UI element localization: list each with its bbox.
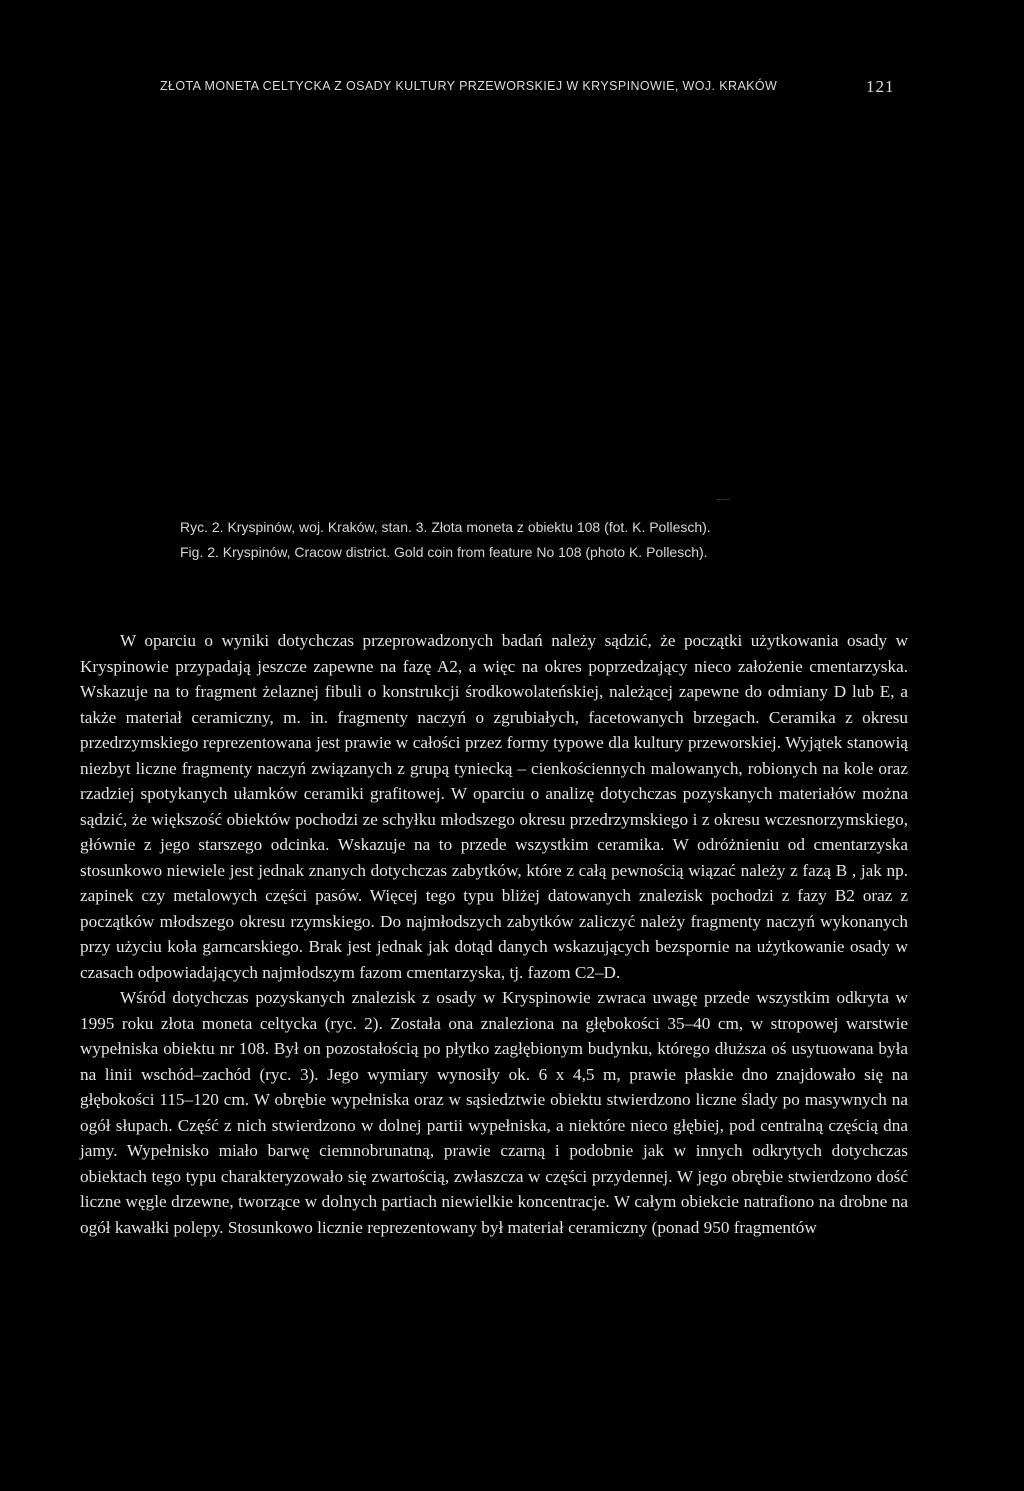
main-text (80, 628, 908, 1240)
figure-caption-polish: Ryc. 2. Kryspinów, woj. Kraków, stan. 3. Złota moneta z obiektu 108 (fot. K. Pollesch). (180, 519, 711, 535)
figure-photo (80, 110, 944, 500)
paragraph: W oparciu o wyniki dotychczas przeprowadzonych badań należy sądzić, że początki użytkowania osady w Kryspinowie przypadają jeszcze zapewne na fazę A2, a więc na okres poprzedzający nieco założenie cmentarzyska. Wskazuje na to fragment żelaznej fibuli o konstrukcji środkowolateńskiej, należącej zapewne do odmiany D lub E, a także materiał ceramiczny, m. in. fragmenty naczyń o zgrubiałych, facetowanych brzegach. Ceramika z okresu przedrzymskiego reprezentowana jest prawie w całości przez formy typowe dla kultury przeworskiej. Wyjątek stanowią niezbyt liczne fragmenty naczyń związanych z grupą tyniecką – cienkościennych malowanych, robionych na kole oraz rzadziej spotykanych ułamków ceramiki grafitowej. W oparciu o analizę dotychczas pozyskanych materiałów można sądzić, że większość obiektów pochodzi ze schyłku młodszego okresu przedrzymskiego i z okresu wczesnorzymskiego, głównie z jego starszego odcinka. Wskazuje na to przede wszystkim ceramika. W odróżnieniu od cmentarzyska stosunkowo niewiele jest jednak znanych dotychczas zabytków, które z całą pewnością wiązać należy z fazą B , jak np. zapinek czy metalowych części pasów. Więcej tego typu bliżej datowanych znalezisk pochodzi z fazy B2 oraz z początków młodszego okresu rzymskiego. Do najmłodszych zabytków zaliczyć należy fragmenty naczyń wykonanych przy użyciu koła garncarskiego. Brak jest jednak jak dotąd danych wskazujących bezspornie na użytkowanie osady w czasach odpowiadających najmłodszym fazom cmentarzyska, tj. fazom C2–D. (80, 631, 908, 982)
paragraph: Wśród dotychczas pozyskanych znalezisk z osady w Kryspinowie zwraca uwagę przede wszystkim odkryta w 1995 roku złota moneta celtycka (ryc. 2). Została ona znaleziona na głębokości 35–40 cm, w stropowej warstwie wypełniska obiektu nr 108. Był on pozostałością po płytko zagłębionym budynku, którego dłuższa oś usytuowana była na linii wschód–zachód (ryc. 3). Jego wymiary wynosiły ok. 6 x 4,5 m, prawie płaskie dno znajdowało się na głębokości 115–120 cm. W obrębie wypełniska oraz w sąsiedztwie obiektu stwierdzono liczne ślady po masywnych na ogół słupach. Część z nich stwierdzono w dolnej partii wypełniska, a niektóre nieco głębiej, pod centralną częścią dna jamy. Wypełnisko miało barwę ciemnobrunatną, prawie czarną i podobnie jak w innych odkrytych dotychczas obiektach tego typu charakteryzowało się zwartością, zwłaszcza w części przydennej. W jego obrębie stwierdzono dość liczne węgle drzewne, tworzące w dolnych partiach niewielkie koncentracje. W całym obiekcie natrafiono na drobne na ogół kawałki polepy. Stosunkowo licznie reprezentowany był materiał ceramiczny (ponad 950 fragmentów (80, 988, 908, 1237)
figure-speck (716, 499, 730, 500)
page-number: 121 (866, 77, 895, 96)
figure-caption-english: Fig. 2. Kryspinów, Cracow district. Gold coin from feature No 108 (photo K. Pollesch). (180, 544, 708, 560)
running-title: ZŁOTA MONETA CELTYCKA Z OSADY KULTURY PRZEWORSKIEJ W KRYSPINOWIE, WOJ. KRAKÓW (160, 79, 778, 93)
